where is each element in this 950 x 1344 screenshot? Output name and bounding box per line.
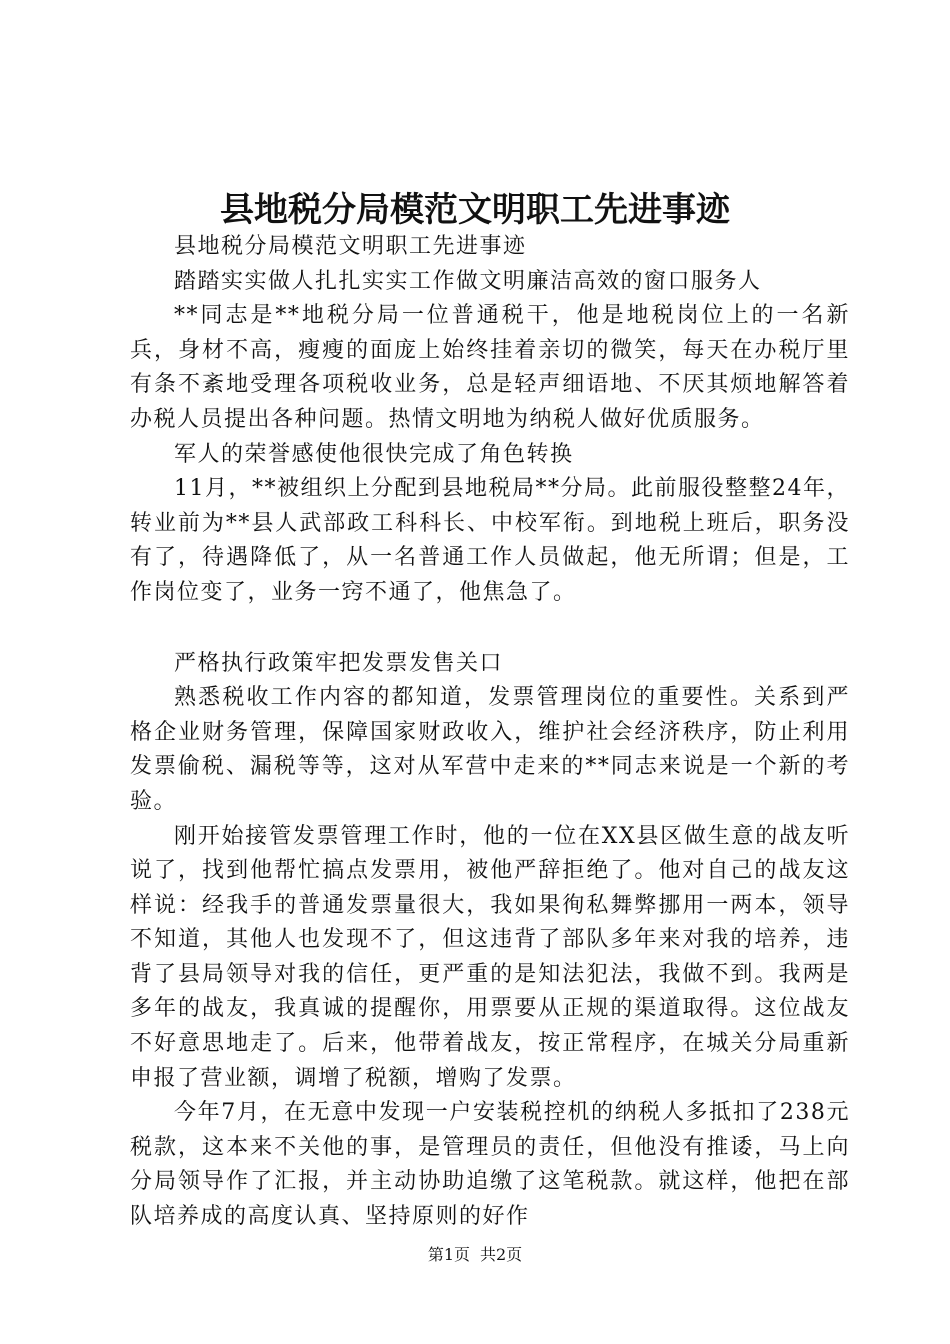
paragraph-role-change: 11月，**被组织上分配到县地税局**分局。此前服役整整24年，转业前为**县人武部政工科科长、中校军衔。到地税上班后，职务没有了，待遇降低了，从一名普通工作人员做起，他无所谓；但是，工作岗位变了，业务一窍不通了，他焦急了。 [130, 476, 850, 605]
document-title: 县地税分局模范文明职工先进事迹 [220, 190, 730, 230]
paragraph-intro: **同志是**地税分局一位普通税干，他是地税岗位上的一名新兵，身材不高，瘦瘦的面庞上始终挂着亲切的微笑，每天在办税厅里有条不紊地受理各项税收业务，总是轻声细语地、不厌其烦地解答着办税人员提出各种问题。热情文明地为纳税人做好优质服务。 [130, 303, 850, 432]
document-body [130, 230, 850, 1235]
paragraph-repeat-title: 县地税分局模范文明职工先进事迹 [174, 234, 527, 259]
section-heading-role-change: 军人的荣誉感使他很快完成了角色转换 [174, 441, 574, 467]
page-footer [0, 1245, 950, 1265]
paragraph-comrade-story: 刚开始接管发票管理工作时，他的一位在XX县区做生意的战友听说了，找到他帮忙搞点发票用，被他严辞拒绝了。他对自己的战友这样说：经我手的普通发票量很大，我如果徇私舞弊挪用一两本，领导不知道，其他人也发现不了，但这违背了部队多年来对我的培养，违背了县局领导对我的信任，更严重的是知法犯法，我做不到。我两是多年的战友，我真诚的提醒你，用票要从正规的渠道取得。这位战友不好意思地走了。后来，他带着战友，按正常程序，在城关分局重新申报了营业额，调增了税额，增购了发票。 [130, 823, 850, 1091]
section-heading-invoice: 严格执行政策牢把发票发售关口 [174, 650, 504, 676]
page-number-total: 共2页 [480, 1245, 523, 1264]
page-number-current: 第1页 [427, 1245, 470, 1264]
section-heading-service: 踏踏实实做人扎扎实实工作做文明廉洁高效的窗口服务人 [174, 268, 762, 294]
paragraph-july-case: 今年7月，在无意中发现一户安装税控机的纳税人多抵扣了238元税款，这本来不关他的事，是管理员的责任，但他没有推诿，马上向分局领导作了汇报，并主动协助追缴了这笔税款。就这样，他把在部队培养成的高度认真、坚持原则的好作 [130, 1100, 850, 1230]
paragraph-invoice-importance: 熟悉税收工作内容的都知道，发票管理岗位的重要性。关系到严格企业财务管理，保障国家财政收入，维护社会经济秩序，防止利用发票偷税、漏税等等，这对从军营中走来的**同志来说是一个新的考验。 [130, 685, 850, 814]
